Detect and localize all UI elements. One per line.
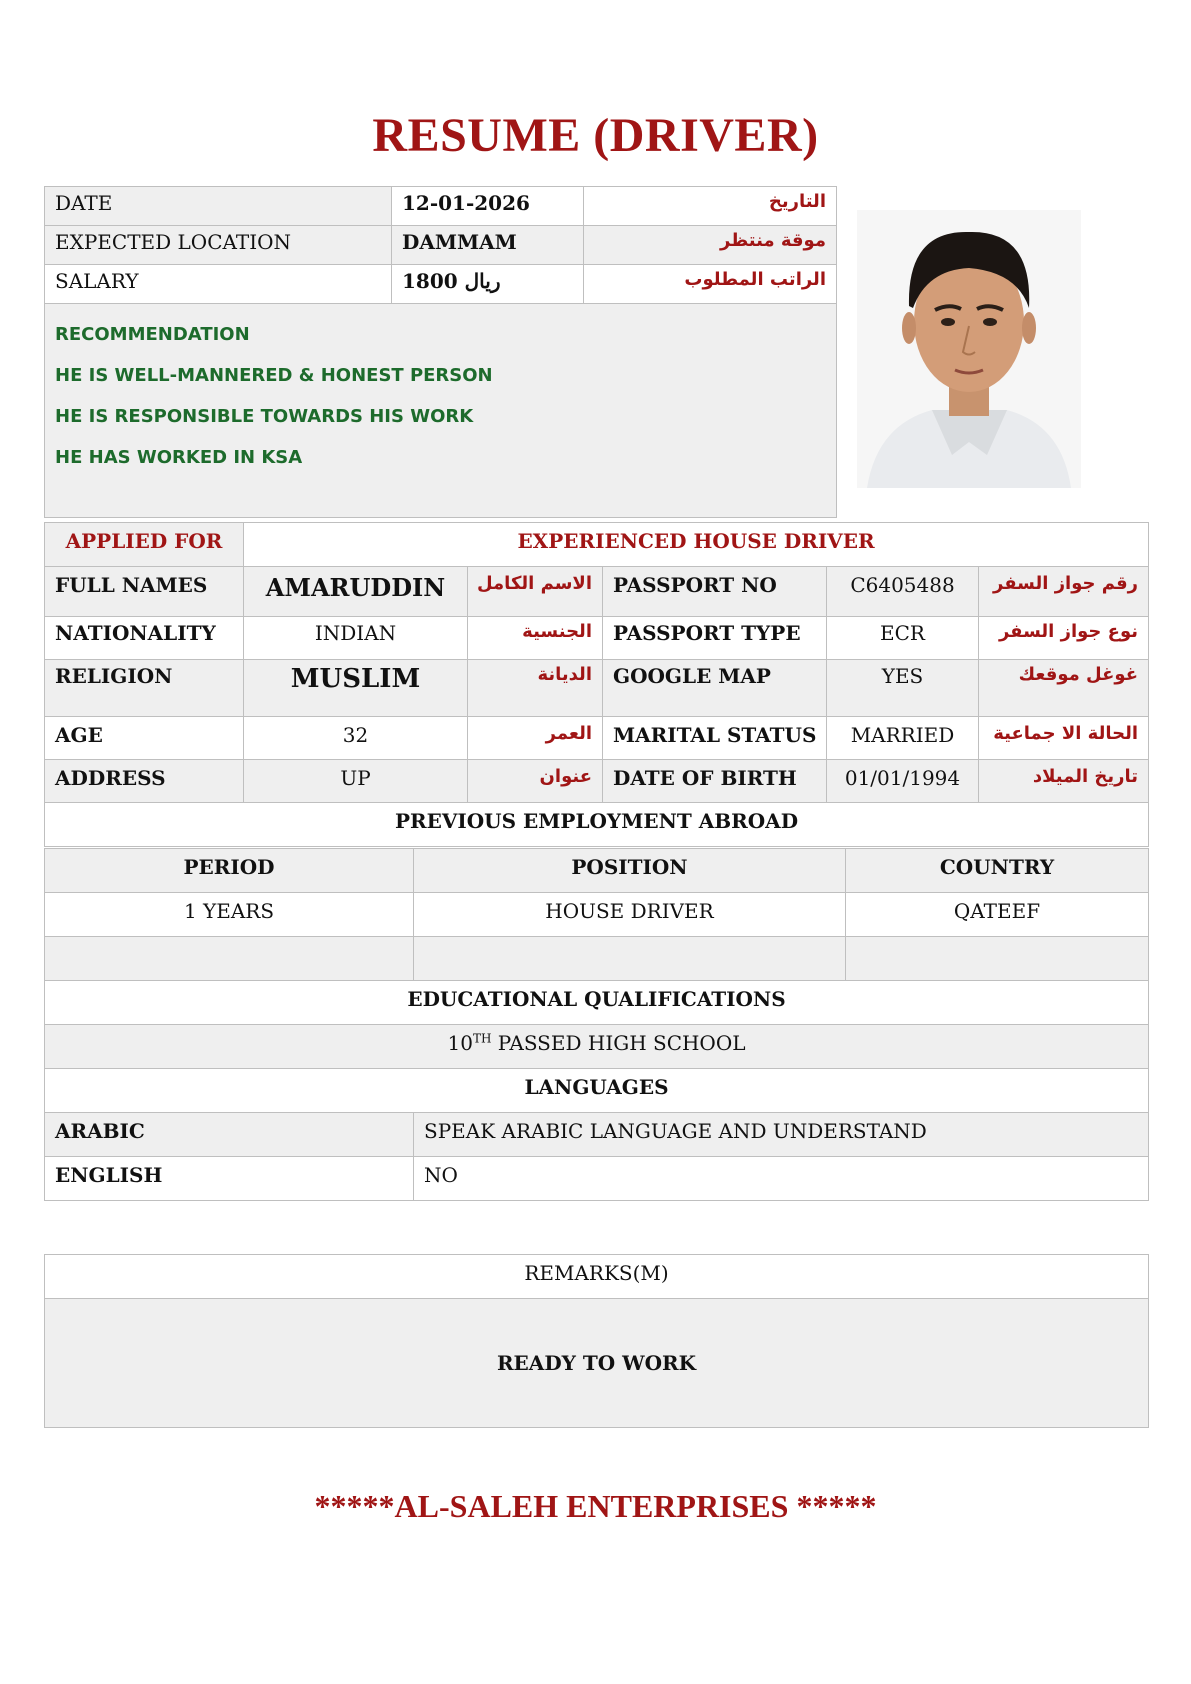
nationality-value: INDIAN — [244, 617, 468, 660]
remarks-heading: REMARKS(M) — [45, 1255, 1149, 1299]
age-arabic: العمر — [468, 717, 603, 760]
passport-no-arabic: رقم جواز السفر — [979, 567, 1149, 617]
marital-status-value: MARRIED — [827, 717, 979, 760]
applied-value: EXPERIENCED HOUSE DRIVER — [244, 523, 1149, 567]
summary-row-salary — [45, 265, 837, 304]
summary-table — [44, 186, 837, 518]
date-arabic: التاريخ — [584, 187, 837, 226]
period-value: 1 YEARS — [45, 893, 414, 937]
education-heading-row — [45, 981, 1149, 1025]
dob-arabic: تاريخ الميلاد — [979, 760, 1149, 803]
religion-value: MUSLIM — [244, 660, 468, 717]
dob-value: 01/01/1994 — [827, 760, 979, 803]
recommendation-line: HE IS WELL-MANNERED & HONEST PERSON — [55, 365, 493, 386]
summary-row-date — [45, 187, 837, 226]
details-table — [44, 522, 1149, 847]
google-map-value: YES — [827, 660, 979, 717]
detail-row — [45, 660, 1149, 717]
summary-row-location — [45, 226, 837, 265]
position-header: POSITION — [414, 849, 846, 893]
education-sup: TH — [472, 1031, 492, 1046]
full-name-value: AMARUDDIN — [244, 567, 468, 617]
language-english-label: ENGLISH — [45, 1157, 414, 1201]
date-value: 12-01-2026 — [392, 187, 584, 226]
employment-table — [44, 848, 1149, 1201]
languages-heading: LANGUAGES — [45, 1069, 1149, 1113]
full-name-label: FULL NAMES — [45, 567, 244, 617]
language-english-value: NO — [414, 1157, 1149, 1201]
location-label: EXPECTED LOCATION — [45, 226, 392, 265]
employment-header-row — [45, 849, 1149, 893]
employment-row-empty — [45, 937, 1149, 981]
religion-arabic: الديانة — [468, 660, 603, 717]
employment-row — [45, 893, 1149, 937]
portrait-image — [857, 210, 1081, 488]
address-arabic: عنوان — [468, 760, 603, 803]
location-value: DAMMAM — [392, 226, 584, 265]
nationality-label: NATIONALITY — [45, 617, 244, 660]
salary-label: SALARY — [45, 265, 392, 304]
detail-row — [45, 760, 1149, 803]
position-value: HOUSE DRIVER — [414, 893, 846, 937]
recommendation-block — [45, 304, 837, 518]
dob-label: DATE OF BIRTH — [603, 760, 827, 803]
age-label: AGE — [45, 717, 244, 760]
education-heading: EDUCATIONAL QUALIFICATIONS — [45, 981, 1149, 1025]
detail-row — [45, 567, 1149, 617]
passport-type-arabic: نوع جواز السفر — [979, 617, 1149, 660]
candidate-photo — [857, 210, 1081, 488]
period-value-empty — [45, 937, 414, 981]
remarks-table — [44, 1254, 1149, 1428]
full-name-arabic: الاسم الكامل — [468, 567, 603, 617]
language-row — [45, 1157, 1149, 1201]
education-row — [45, 1025, 1149, 1069]
languages-heading-row — [45, 1069, 1149, 1113]
position-value-empty — [414, 937, 846, 981]
language-arabic-value: SPEAK ARABIC LANGUAGE AND UNDERSTAND — [414, 1113, 1149, 1157]
remarks-text: READY TO WORK — [45, 1299, 1149, 1428]
recommendation-heading: RECOMMENDATION — [55, 324, 250, 345]
salary-arabic: الراتب المطلوب — [584, 265, 837, 304]
detail-row — [45, 617, 1149, 660]
marital-status-arabic: الحالة الا جماعية — [979, 717, 1149, 760]
recommendation-line: HE IS RESPONSIBLE TOWARDS HIS WORK — [55, 406, 474, 427]
recommendation-row — [45, 304, 837, 518]
location-arabic: موقة منتظر — [584, 226, 837, 265]
passport-type-value: ECR — [827, 617, 979, 660]
passport-type-label: PASSPORT TYPE — [603, 617, 827, 660]
company-footer: *****AL-SALEH ENTERPRISES ***** — [314, 1488, 877, 1524]
applied-row — [45, 523, 1149, 567]
google-map-arabic: غوغل موقعك — [979, 660, 1149, 717]
passport-no-value: C6405488 — [827, 567, 979, 617]
remarks-body-row — [45, 1299, 1149, 1428]
salary-value: 1800 ريال — [392, 265, 584, 304]
language-row — [45, 1113, 1149, 1157]
applied-label: APPLIED FOR — [45, 523, 244, 567]
age-value: 32 — [244, 717, 468, 760]
education-text: PASSED HIGH SCHOOL — [491, 1031, 746, 1055]
employment-heading: PREVIOUS EMPLOYMENT ABROAD — [45, 803, 1149, 847]
remarks-heading-row — [45, 1255, 1149, 1299]
education-value — [45, 1025, 1149, 1069]
period-header: PERIOD — [45, 849, 414, 893]
country-value: QATEEF — [846, 893, 1149, 937]
marital-status-label: MARITAL STATUS — [603, 717, 827, 760]
language-arabic-label: ARABIC — [45, 1113, 414, 1157]
resume-title: RESUME (DRIVER) — [372, 109, 819, 162]
passport-no-label: PASSPORT NO — [603, 567, 827, 617]
detail-row — [45, 717, 1149, 760]
recommendation-line: HE HAS WORKED IN KSA — [55, 447, 303, 468]
google-map-label: GOOGLE MAP — [603, 660, 827, 717]
address-value: UP — [244, 760, 468, 803]
nationality-arabic: الجنسية — [468, 617, 603, 660]
address-label: ADDRESS — [45, 760, 244, 803]
country-header: COUNTRY — [846, 849, 1149, 893]
education-prefix: 10 — [447, 1031, 473, 1055]
religion-label: RELIGION — [45, 660, 244, 717]
employment-heading-row — [45, 803, 1149, 847]
country-value-empty — [846, 937, 1149, 981]
date-label: DATE — [45, 187, 392, 226]
